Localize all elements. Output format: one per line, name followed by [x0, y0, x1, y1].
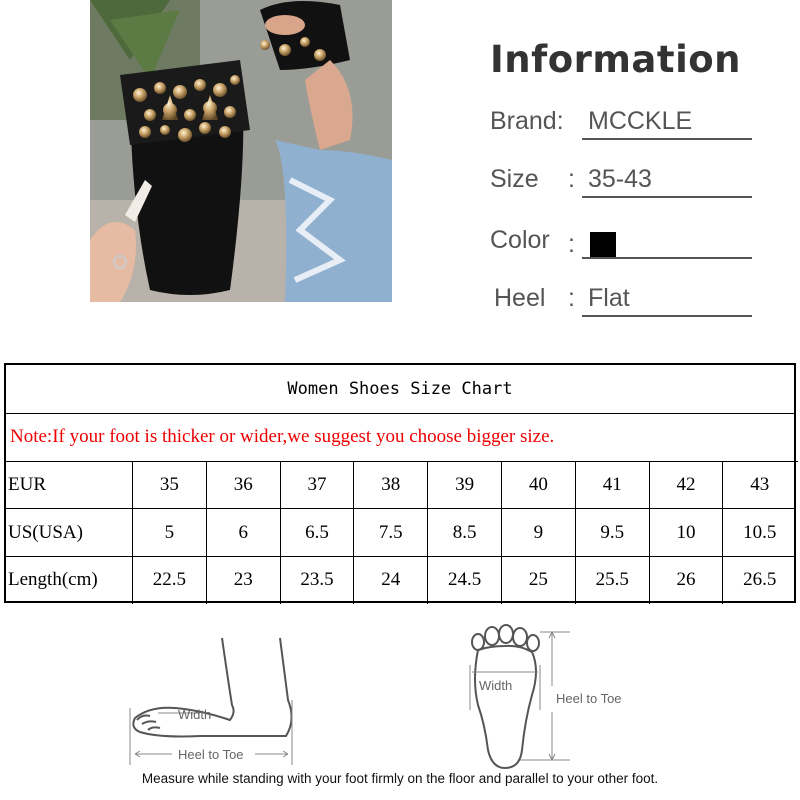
- size-underline: [582, 196, 752, 198]
- color-label: Color: [490, 226, 550, 254]
- size-chart-cell: 43: [722, 461, 796, 508]
- size-chart-cell: 26: [649, 557, 723, 604]
- foot-measurement-diagram: [0, 610, 800, 770]
- size-chart-cell: 9: [501, 509, 575, 556]
- brand-label: Brand:: [490, 107, 564, 135]
- size-chart-cell: 25.5: [575, 557, 649, 604]
- size-chart-cell: 23.5: [280, 557, 354, 604]
- size-chart-row-label: US(USA): [8, 521, 83, 543]
- brand-underline: [582, 138, 752, 140]
- size-chart-note: Note:If your foot is thicker or wider,we suggest you choose bigger size.: [6, 413, 798, 462]
- size-chart-cell: 25: [501, 557, 575, 604]
- size-chart-cell: 10.5: [722, 509, 796, 556]
- size-chart-cell: 23: [206, 557, 280, 604]
- size-chart-cell: 41: [575, 461, 649, 508]
- size-chart-row: [6, 556, 794, 604]
- size-chart-cell: 10: [649, 509, 723, 556]
- heel-value: Flat: [588, 284, 630, 312]
- size-chart-cell: 40: [501, 461, 575, 508]
- color-swatch: [590, 232, 616, 258]
- heel-row: [490, 284, 760, 318]
- heel-colon: :: [568, 284, 575, 312]
- size-chart-cell: 8.5: [427, 509, 501, 556]
- size-chart-cell: 6: [206, 509, 280, 556]
- size-chart-table: [4, 363, 796, 603]
- size-row: [490, 165, 760, 199]
- measure-caption: Measure while standing with your foot firmly on the floor and parallel to your other foot.: [141, 771, 659, 786]
- info-title: Information: [490, 38, 742, 81]
- side-foot-icon: [133, 638, 291, 737]
- size-chart-cell: 26.5: [722, 557, 796, 604]
- size-chart-cell: 39: [427, 461, 501, 508]
- brand-row: [490, 107, 760, 141]
- top-width-label: Width: [479, 678, 513, 693]
- top-foot-icon: [472, 625, 539, 768]
- size-chart-row: [6, 461, 794, 508]
- size-chart-cell: 7.5: [353, 509, 427, 556]
- size-chart-cell: 6.5: [280, 509, 354, 556]
- size-chart-cell: 42: [649, 461, 723, 508]
- product-photo-illustration: [90, 0, 392, 302]
- size-chart-row-label: Length(cm): [8, 569, 98, 591]
- size-chart-cell: 22.5: [132, 557, 206, 604]
- size-chart-title: Women Shoes Size Chart: [6, 365, 794, 414]
- size-chart-cell: 24.5: [427, 557, 501, 604]
- product-photo: [90, 0, 392, 302]
- size-chart-cell: 36: [206, 461, 280, 508]
- size-chart-cell: 37: [280, 461, 354, 508]
- size-chart-grid: [6, 461, 794, 603]
- color-row: [490, 226, 760, 260]
- size-chart-cell: 9.5: [575, 509, 649, 556]
- size-chart-cell: 5: [132, 509, 206, 556]
- size-colon: :: [568, 165, 575, 193]
- size-chart-cell: 38: [353, 461, 427, 508]
- side-width-label: Width: [178, 707, 212, 722]
- size-value: 35-43: [588, 165, 652, 193]
- top-heel-to-toe-label: Heel to Toe: [556, 691, 622, 706]
- heel-underline: [582, 315, 752, 317]
- size-chart-cell: 35: [132, 461, 206, 508]
- size-chart-row-label: EUR: [8, 473, 46, 495]
- color-colon: :: [568, 230, 575, 258]
- heel-label: Heel: [494, 284, 546, 312]
- side-heel-to-toe-label: Heel to Toe: [178, 747, 244, 762]
- brand-value: MCCKLE: [588, 107, 693, 135]
- size-chart-cell: 24: [353, 557, 427, 604]
- size-chart-row: [6, 508, 794, 556]
- top-foot-measure-lines: [470, 632, 570, 760]
- size-label: Size: [490, 165, 539, 193]
- color-underline: [582, 257, 752, 259]
